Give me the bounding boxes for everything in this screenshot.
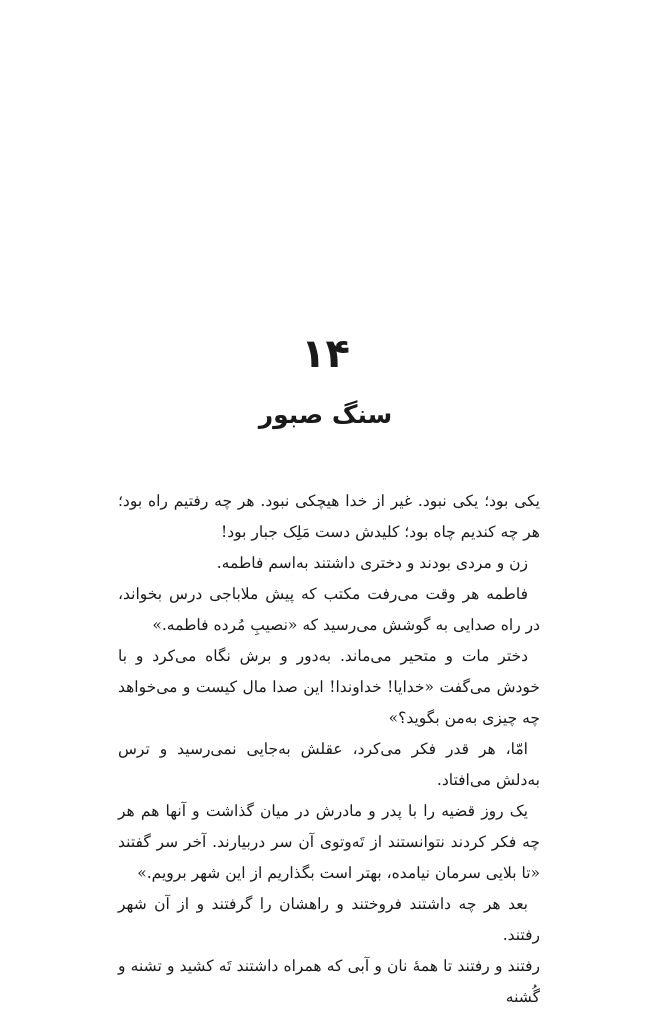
paragraph: امّا، هر قدر فکر می‌کرد، عقلش به‌جایی نمی‌رسید و ترس به‌دلش می‌افتاد. [118, 740, 540, 789]
story-body [118, 486, 540, 1013]
paragraph: زن و مردی بودند و دختری داشتند به‌اسم فاطمه. [216, 554, 528, 572]
paragraph: بعد هر چه داشتند فروختند و راهشان را گرفتند و از آن شهر رفتند. [118, 895, 540, 944]
paragraph: رفتند و رفتند تا همهٔ نان و آبی که همراه داشتند تَه کشید و تشنه و گُشنه [118, 957, 540, 1006]
paragraph: فاطمه هر وقت می‌رفت مکتب که پیش ملاباجی درس بخواند، در راه صدایی به گوشش می‌رسید که «نصیبِ مُرده فاطمه.» [118, 585, 540, 634]
chapter-title: سنگ صبور [258, 400, 393, 429]
paragraph: یکی بود؛ یکی نبود. غیر از خدا هیچکی نبود. هر چه رفتیم راه بود؛ هر چه کندیم چاه بود؛ کلیدش دست مَلِک جبار بود! [118, 492, 540, 541]
chapter-number: ۱۴ [301, 331, 350, 377]
paragraph: دختر مات و متحیر می‌ماند. به‌دور و برش نگاه می‌کرد و با خودش می‌گفت «خدایا! خداوندا! این صدا مال کیست و می‌خواهد چه چیزی به‌من بگوید؟» [118, 647, 540, 727]
paragraph: یک روز قضیه را با پدر و مادرش در میان گذاشت و آنها هم هر چه فکر کردند نتوانستند از تَه‌وتوی آن سر دربیارند. آخر سر گفتند «تا بلایی سرمان نیامده، بهتر است بگذاریم از این شهر برویم.» [118, 802, 540, 882]
